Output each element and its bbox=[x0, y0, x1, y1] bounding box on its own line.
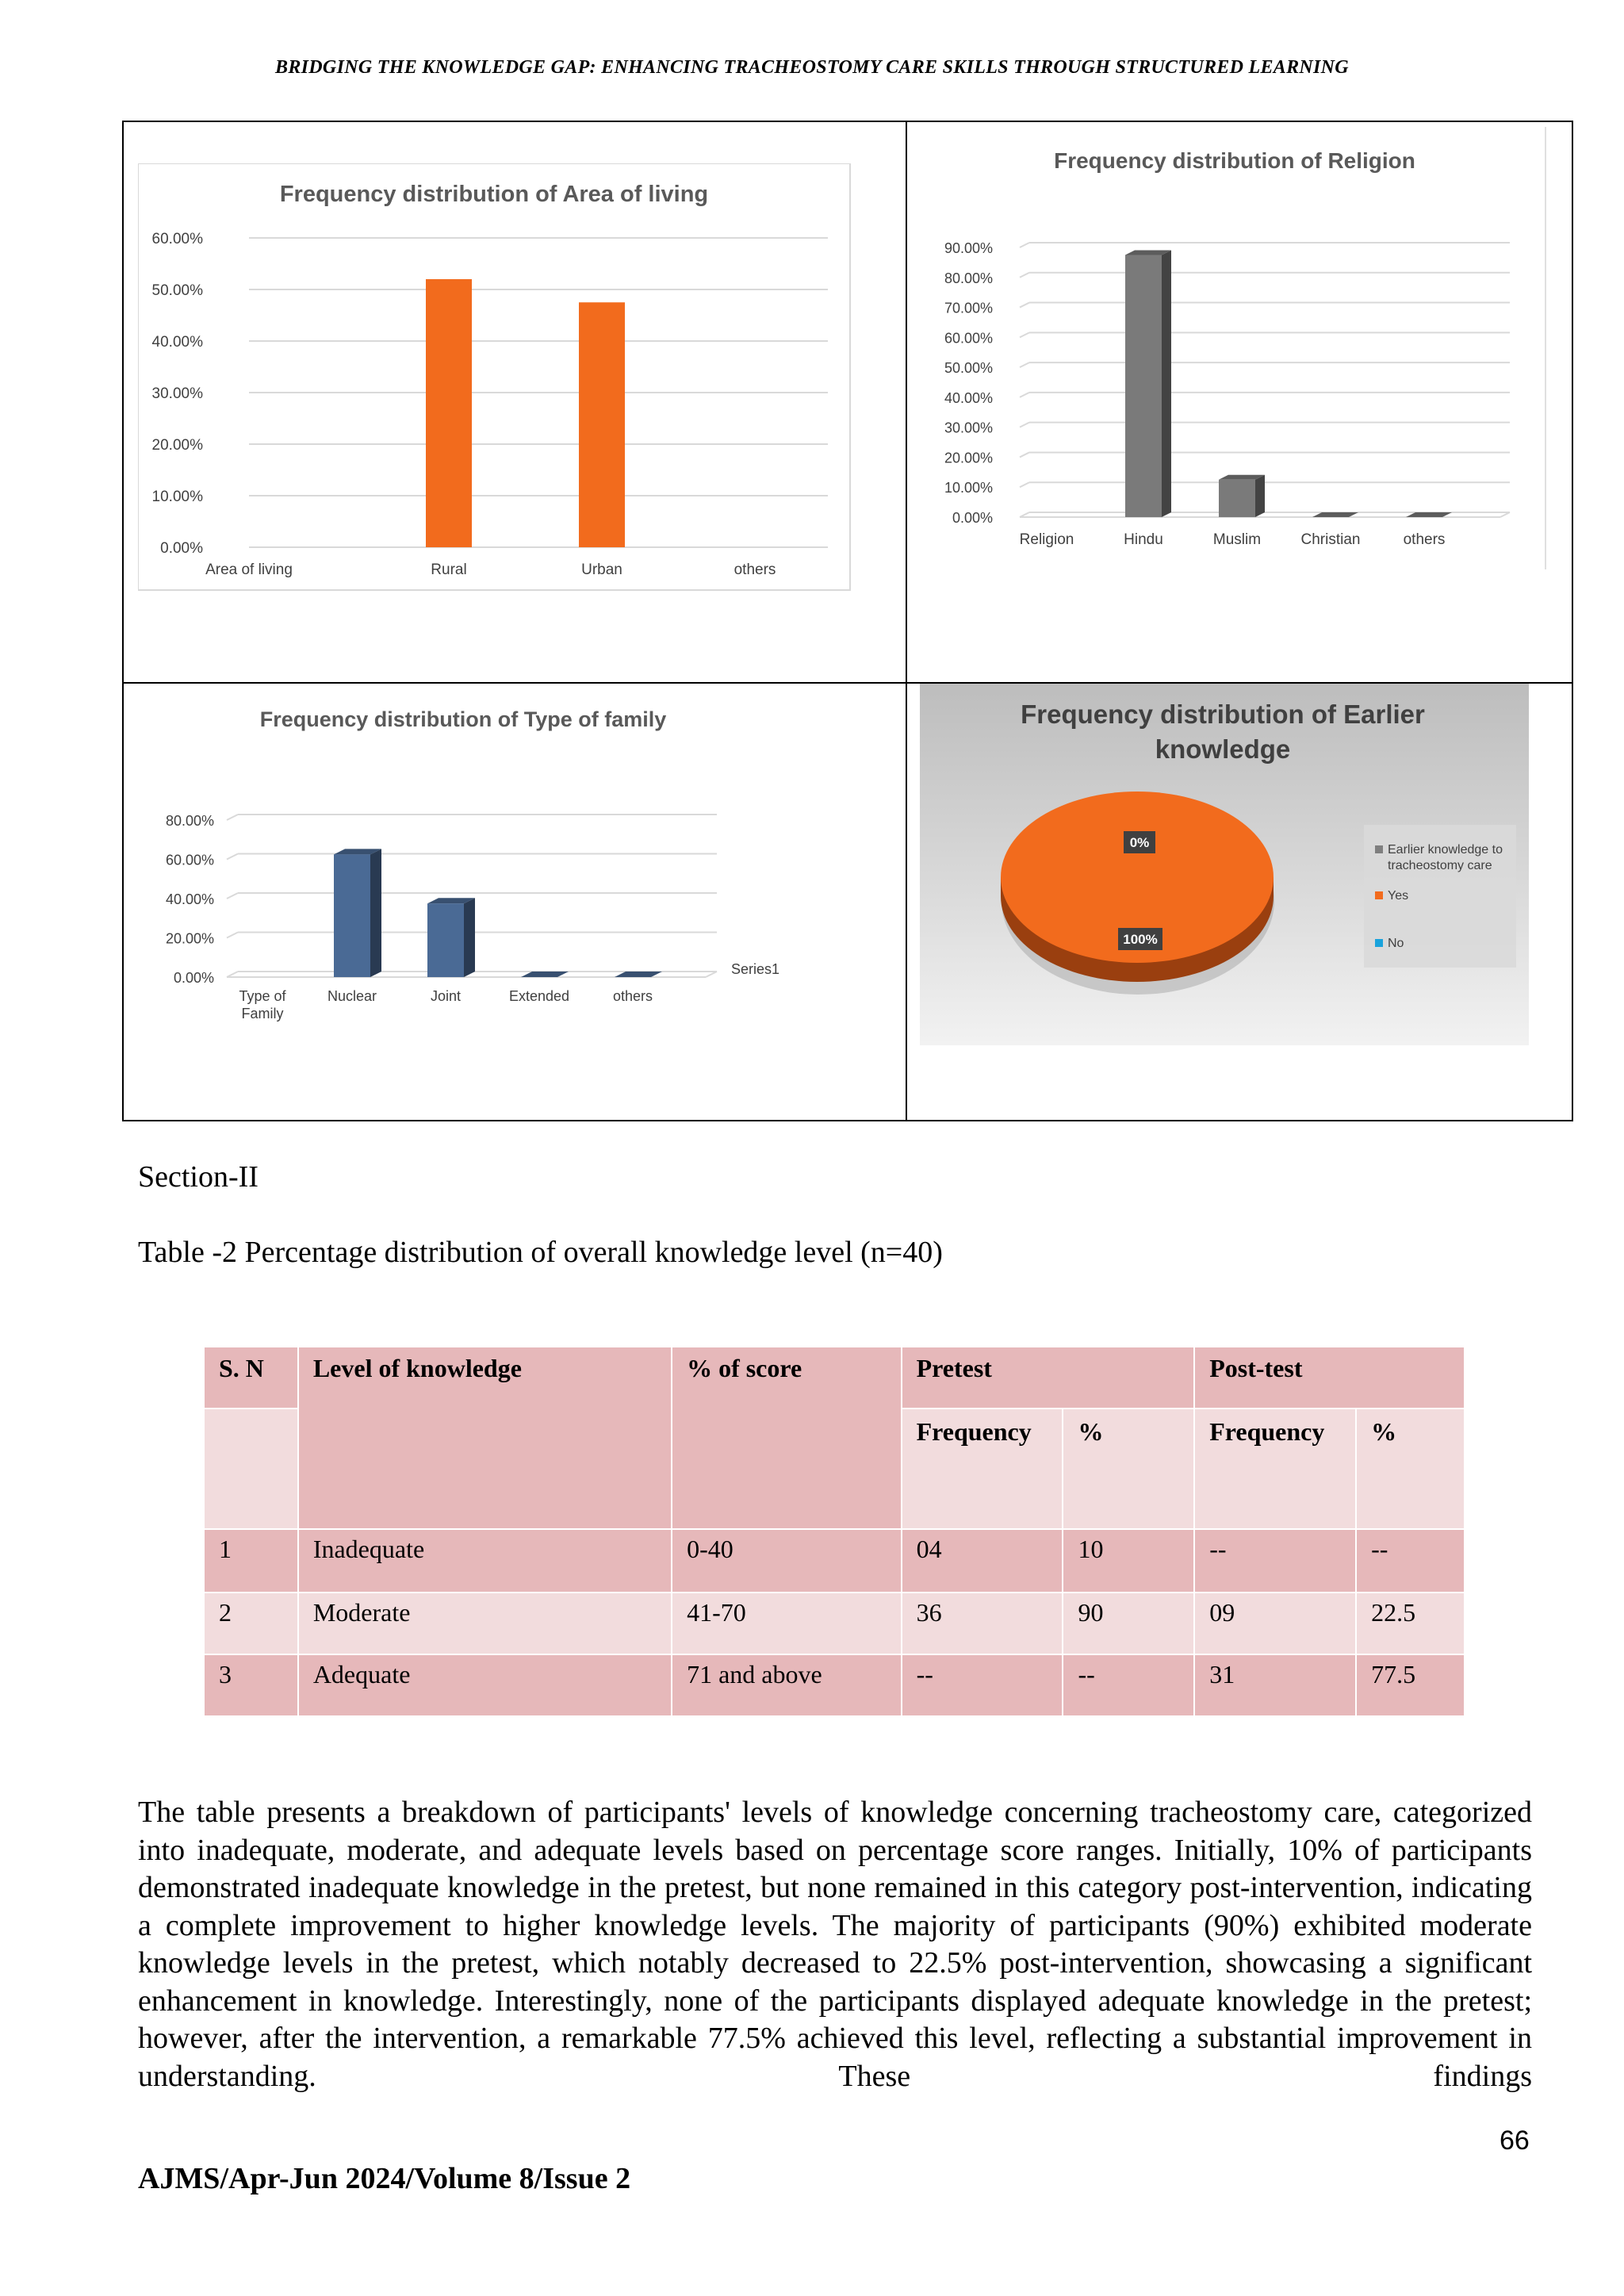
bar-joint bbox=[427, 898, 475, 977]
y-tick-label: 0.00% bbox=[173, 970, 214, 986]
bar-nuclear bbox=[334, 849, 381, 977]
y-tick-label: 0.00% bbox=[952, 510, 993, 526]
cell-score: 41-70 bbox=[672, 1593, 902, 1654]
cell-post-frequency: -- bbox=[1194, 1529, 1356, 1593]
bar-rural bbox=[426, 279, 472, 547]
y-tick-label: 50.00% bbox=[944, 360, 993, 377]
cell-pre-percent: 90 bbox=[1063, 1593, 1194, 1654]
y-tick-label: 30.00% bbox=[944, 420, 993, 436]
svg-text:100%: 100% bbox=[1123, 932, 1158, 947]
y-tick-label: 20.00% bbox=[151, 437, 203, 454]
y-tick-label: 40.00% bbox=[165, 891, 214, 907]
y-tick-label: 90.00% bbox=[944, 240, 993, 256]
y-tick-label: 40.00% bbox=[151, 334, 203, 351]
y-tick-label: 80.00% bbox=[165, 813, 214, 829]
cell-pre-percent: -- bbox=[1063, 1654, 1194, 1716]
header-posttest: Post-test bbox=[1194, 1347, 1465, 1409]
y-tick-label: 0.00% bbox=[160, 540, 203, 557]
table-row bbox=[204, 1593, 1465, 1654]
x-tick-label: others bbox=[1403, 531, 1446, 548]
footer-journal-info: AJMS/Apr-Jun 2024/Volume 8/Issue 2 bbox=[138, 2162, 631, 2195]
cell-sn: 1 bbox=[204, 1529, 298, 1593]
chart-title: Frequency distribution of Area of living bbox=[279, 182, 709, 207]
bar-urban bbox=[579, 302, 625, 547]
header-sn: S. N bbox=[204, 1347, 298, 1409]
category-axis-label: Area of living bbox=[205, 562, 293, 578]
cell-post-percent: -- bbox=[1356, 1529, 1465, 1593]
chart-religion bbox=[914, 127, 1548, 571]
x-tick-label: Urban bbox=[581, 562, 622, 578]
bar-muslim bbox=[1219, 475, 1265, 517]
legend-yes: Yes bbox=[1388, 889, 1409, 903]
chart-area-of-living bbox=[138, 163, 852, 592]
table-row bbox=[204, 1529, 1465, 1593]
y-tick-label: 70.00% bbox=[944, 300, 993, 316]
cell-pre-frequency: -- bbox=[902, 1654, 1063, 1716]
header-pre-percent: % bbox=[1063, 1409, 1194, 1529]
cell-post-frequency: 31 bbox=[1194, 1654, 1356, 1716]
cell-sn: 3 bbox=[204, 1654, 298, 1716]
y-tick-label: 40.00% bbox=[944, 389, 993, 406]
table-caption: Table -2 Percentage distribution of overall knowledge level (n=40) bbox=[138, 1236, 943, 1269]
x-tick-label: Extended bbox=[508, 988, 570, 1004]
legend-series1: Series1 bbox=[731, 961, 780, 977]
data-label-0-percent bbox=[1124, 831, 1155, 853]
y-tick-label: 30.00% bbox=[151, 385, 203, 402]
x-tick-label: Christian bbox=[1300, 531, 1361, 548]
cell-pre-frequency: 04 bbox=[902, 1529, 1063, 1593]
y-tick-label: 20.00% bbox=[165, 930, 214, 947]
legend-no: No bbox=[1388, 937, 1404, 950]
bar-hindu bbox=[1125, 250, 1171, 517]
header-level: Level of knowledge bbox=[298, 1347, 672, 1529]
grid-divider-vertical bbox=[906, 122, 907, 1120]
cell-post-percent: 77.5 bbox=[1356, 1654, 1465, 1716]
svg-text:0%: 0% bbox=[1129, 835, 1150, 850]
header-pretest: Pretest bbox=[902, 1347, 1195, 1409]
header-post-frequency: Frequency bbox=[1194, 1409, 1356, 1529]
cell-pre-percent: 10 bbox=[1063, 1529, 1194, 1593]
cell-level: Adequate bbox=[298, 1654, 672, 1716]
cell-post-percent: 22.5 bbox=[1356, 1593, 1465, 1654]
cell-pre-frequency: 36 bbox=[902, 1593, 1063, 1654]
header-score: % of score bbox=[672, 1347, 902, 1529]
legend-title: Earlier knowledge to tracheostomy care bbox=[1388, 843, 1503, 872]
x-tick-label: Nuclear bbox=[327, 988, 377, 1004]
header-sn-empty bbox=[204, 1409, 298, 1529]
chart-type-of-family bbox=[138, 687, 804, 1036]
header-post-percent: % bbox=[1356, 1409, 1465, 1529]
y-tick-label: 60.00% bbox=[165, 852, 214, 868]
cell-score: 71 and above bbox=[672, 1654, 902, 1716]
page-number: 66 bbox=[1500, 2125, 1530, 2156]
section-label: Section-II bbox=[138, 1160, 259, 1194]
chart-title: Frequency distribution of Religion bbox=[1054, 148, 1415, 173]
figure-grid bbox=[122, 121, 1573, 1121]
x-tick-label: Joint bbox=[430, 988, 462, 1004]
y-tick-label: 50.00% bbox=[151, 282, 203, 299]
chart-title: Frequency distribution of Type of family bbox=[259, 707, 667, 731]
knowledge-level-table bbox=[203, 1346, 1465, 1717]
y-tick-label: 60.00% bbox=[944, 330, 993, 347]
y-tick-label: 60.00% bbox=[151, 231, 203, 247]
table-row bbox=[204, 1654, 1465, 1716]
x-tick-label: others bbox=[733, 562, 776, 578]
cell-level: Inadequate bbox=[298, 1529, 672, 1593]
y-tick-label: 10.00% bbox=[151, 489, 203, 505]
pie-legend bbox=[1364, 825, 1516, 968]
cell-sn: 2 bbox=[204, 1593, 298, 1654]
body-paragraph: The table presents a breakdown of participants' levels of knowledge concerning tracheostomy care, categorized into inadequate, moderate, and adequate levels based on percentage score ranges. Initially, 10% of participants demonstrated inadequate knowledge in the pretest, but none remained in this category post-intervention, indicating a complete improvement to higher knowledge levels. The majority of participants (90%) exhibited moderate knowledge levels in the pretest, which notably decreased to 22.5% post-intervention, showcasing a significant enhancement in knowledge. Interestingly, none of the participants displayed adequate knowledge in the pretest; however, after the intervention, a remarkable 77.5% achieved this level, reflecting a substantial improvement in understanding. These findings bbox=[138, 1796, 1532, 2093]
y-tick-label: 20.00% bbox=[944, 450, 993, 466]
header-pre-frequency: Frequency bbox=[902, 1409, 1063, 1529]
cell-level: Moderate bbox=[298, 1593, 672, 1654]
x-tick-label: others bbox=[612, 988, 653, 1004]
chart-earlier-knowledge bbox=[920, 684, 1529, 1045]
chart-title: Frequency distribution of Earlier knowledge bbox=[1021, 700, 1425, 764]
data-label-100-percent bbox=[1118, 928, 1162, 950]
x-tick-label: Muslim bbox=[1212, 531, 1262, 548]
category-axis-label: Religion bbox=[1019, 531, 1074, 548]
cell-post-frequency: 09 bbox=[1194, 1593, 1356, 1654]
y-tick-label: 10.00% bbox=[944, 480, 993, 496]
x-tick-label: Rural bbox=[431, 562, 467, 578]
running-header: BRIDGING THE KNOWLEDGE GAP: ENHANCING TRACHEOSTOMY CARE SKILLS THROUGH STRUCTURED LEARNING bbox=[275, 57, 1349, 78]
cell-score: 0-40 bbox=[672, 1529, 902, 1593]
category-axis-label: Type of Family bbox=[239, 988, 286, 1022]
table-header-row bbox=[204, 1347, 1465, 1409]
x-tick-label: Hindu bbox=[1124, 531, 1163, 548]
y-tick-label: 80.00% bbox=[944, 270, 993, 286]
